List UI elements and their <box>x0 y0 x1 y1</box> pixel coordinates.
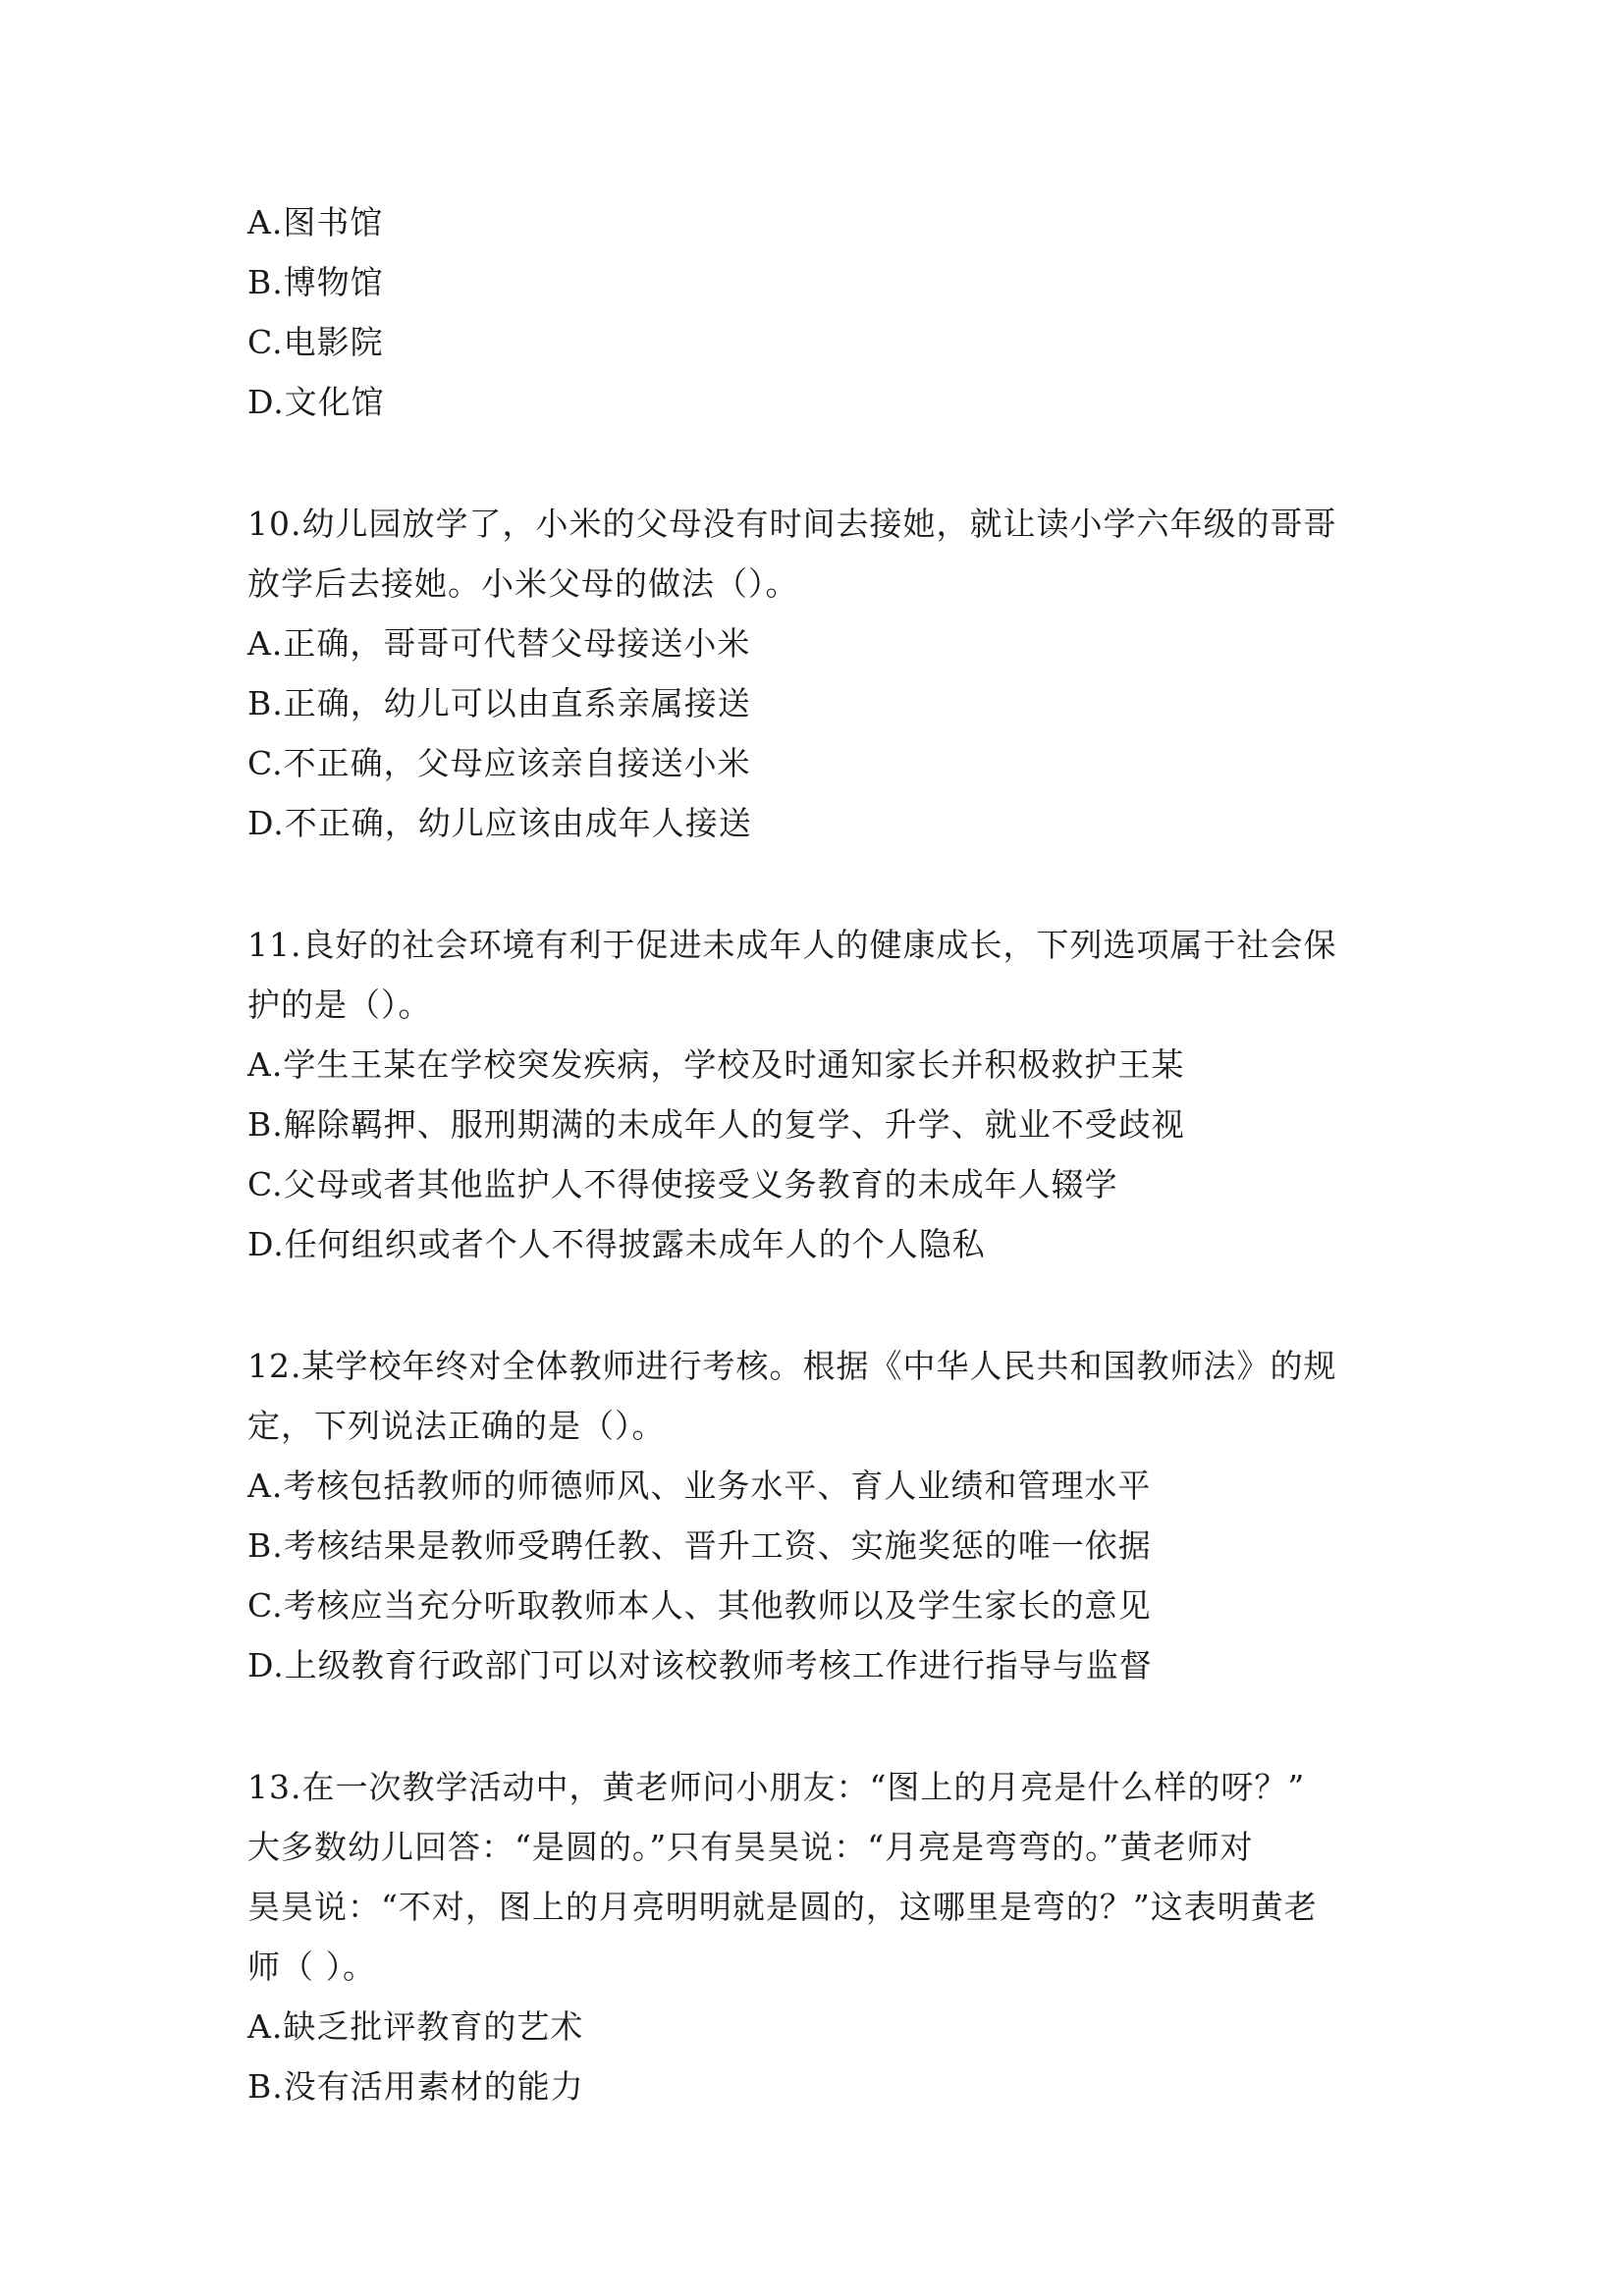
question-stem-line: 定，下列说法正确的是（）。 <box>247 1407 666 1445</box>
option-c: C.不正确，父母应该亲自接送小米 <box>247 744 751 782</box>
option-d: D.不正确，幼儿应该由成年人接送 <box>247 804 752 842</box>
option-b: B.没有活用素材的能力 <box>247 2067 584 2106</box>
question-13 <box>247 1757 1386 2116</box>
question-stem-line: 放学后去接她。小米父母的做法（）。 <box>247 564 799 603</box>
option-d: D.任何组织或者个人不得披露未成年人的个人隐私 <box>247 1225 986 1263</box>
option-c: C.考核应当充分听取教师本人、其他教师以及学生家长的意见 <box>247 1586 1152 1625</box>
question-stem-line: 护的是（）。 <box>247 986 432 1024</box>
option-b: B.解除羁押、服刑期满的未成年人的复学、升学、就业不受歧视 <box>247 1105 1185 1144</box>
option-c: C.电影院 <box>247 323 384 361</box>
question-12 <box>247 1336 1386 1695</box>
question-11 <box>247 915 1386 1274</box>
option-d: D.上级教育行政部门可以对该校教师考核工作进行指导与监督 <box>247 1646 1153 1684</box>
option-b: B.正确，幼儿可以由直系亲属接送 <box>247 684 751 722</box>
question-stem-line: 12.某学校年终对全体教师进行考核。根据《中华人民共和国教师法》的规 <box>247 1347 1337 1385</box>
option-a: A.缺乏批评教育的艺术 <box>247 2007 584 2046</box>
option-a: A.考核包括教师的师德师风、业务水平、育人业绩和管理水平 <box>247 1467 1152 1505</box>
option-a: A.图书馆 <box>247 203 384 241</box>
option-b: B.博物馆 <box>247 263 384 301</box>
question-10 <box>247 494 1386 853</box>
page-content <box>247 192 1386 2178</box>
option-a: A.正确，哥哥可代替父母接送小米 <box>247 624 751 663</box>
question-stem-line: 师（ ）。 <box>247 1948 376 1986</box>
option-d: D.文化馆 <box>247 383 385 421</box>
question-stem-line: 10.幼儿园放学了，小米的父母没有时间去接她，就让读小学六年级的哥哥 <box>247 505 1337 543</box>
question-stem-line: 11.良好的社会环境有利于促进未成年人的健康成长，下列选项属于社会保 <box>247 926 1337 964</box>
question-9-options <box>247 192 1386 432</box>
option-b: B.考核结果是教师受聘任教、晋升工资、实施奖惩的唯一依据 <box>247 1526 1152 1565</box>
question-stem-line: 大多数幼儿回答：“是圆的。”只有昊昊说：“月亮是弯弯的。”黄老师对 <box>247 1828 1254 1866</box>
option-a: A.学生王某在学校突发疾病，学校及时通知家长并积极救护王某 <box>247 1045 1185 1084</box>
question-stem-line: 13.在一次教学活动中，黄老师问小朋友：“图上的月亮是什么样的呀？” <box>247 1768 1306 1806</box>
question-stem-line: 昊昊说：“不对，图上的月亮明明就是圆的，这哪里是弯的？”这表明黄老 <box>247 1888 1318 1926</box>
option-c: C.父母或者其他监护人不得使接受义务教育的未成年人辍学 <box>247 1165 1118 1203</box>
